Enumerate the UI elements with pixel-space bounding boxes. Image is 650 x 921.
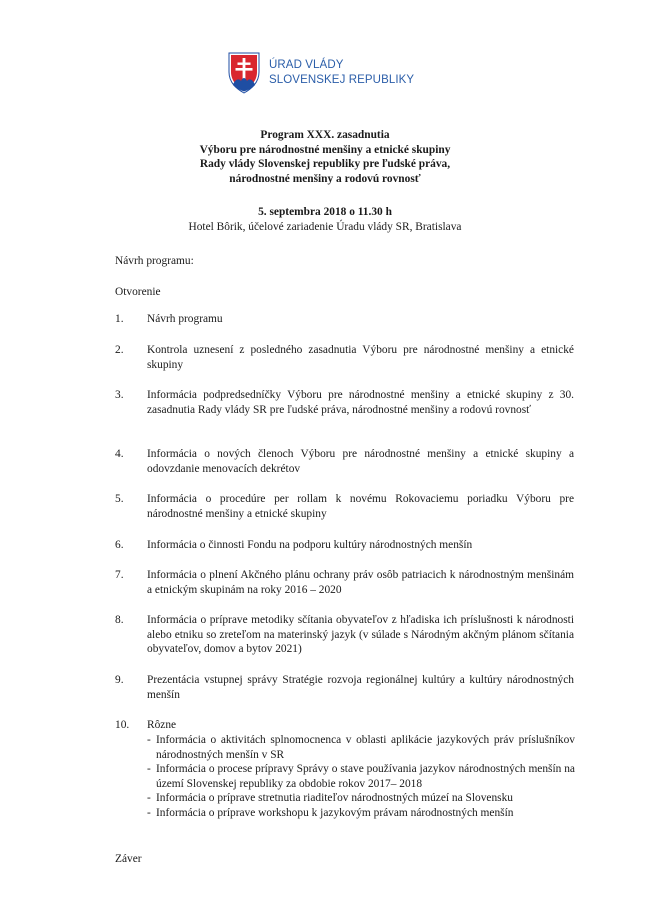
opening-label: Otvorenie: [115, 286, 161, 298]
agenda-item-number: 6.: [115, 539, 124, 551]
agenda-item-number: 9.: [115, 674, 124, 686]
meeting-venue: Hotel Bôrik, účelové zariadenie Úradu vlády SR, Bratislava: [188, 221, 462, 233]
title-line-2: Výboru pre národnostné menšiny a etnické skupiny: [199, 143, 451, 156]
title-line-3: Rady vlády Slovenskej republiky pre ľudské práva,: [199, 158, 451, 170]
proposal-label: Návrh programu:: [115, 255, 194, 267]
sub-list-item: - Informácia o príprave stretnutia riaditeľov národnostných múzeí na Slovensku: [147, 791, 575, 806]
sub-list-item: - Informácia o príprave workshopu k jazykovým právam národnostných menšín: [147, 806, 575, 821]
agenda-item-text: Prezentácia vstupnej správy Stratégie rozvoja regionálnej kultúry a kultúry národnostných menšín: [147, 674, 574, 701]
logo-line-1: ÚRAD VLÁDY: [269, 59, 344, 71]
agenda-item-text: Informácia o príprave metodiky sčítania obyvateľov z hľadiska ich príslušnosti k národnosti alebo etniku so zreteľom na materinský jazyk (v súlade s Národným akčným plánom sčítania obyvateľov, domov a bytov 2021): [147, 614, 574, 655]
various-sub-list: [147, 733, 575, 820]
agenda-item-text: Kontrola uznesení z posledného zasadnutia Výboru pre národnostné menšiny a etnické skupiny: [147, 344, 574, 371]
agenda-item-number: 2.: [115, 344, 124, 356]
agenda-item-text: Informácia o činnosti Fondu na podporu kultúry národnostných menšín: [147, 539, 473, 551]
agenda-item-text: Návrh programu: [147, 313, 223, 325]
sub-list-item: - Informácia o procese prípravy Správy o stave používania jazykov národnostných menšín na území Slovenskej republiky za obdobie rokov 2017– 2018: [147, 762, 575, 791]
agenda-item-number: 7.: [115, 569, 124, 581]
logo-line-2: SLOVENSKEJ REPUBLIKY: [269, 74, 415, 86]
title-line-4: národnostné menšiny a rodovú rovnosť: [229, 172, 421, 185]
government-office-logo: [228, 52, 414, 94]
title-line-1: Program XXX. zasadnutia: [260, 129, 390, 141]
agenda-item-text: Informácia o nových členoch Výboru pre národnostné menšiny a etnické skupiny a odovzdanie menovacích dekrétov: [147, 448, 574, 475]
document-title: [80, 128, 570, 186]
agenda-item-number: 10.: [115, 719, 130, 731]
closing-label: Záver: [115, 853, 142, 865]
slovak-coat-of-arms-icon: [228, 52, 260, 94]
sub-list-item: - Informácia o aktivitách splnomocnenca v oblasti aplikácie jazykových práv príslušníkov národnostných menšín v SR: [147, 733, 575, 762]
agenda-item-number: 4.: [115, 448, 124, 460]
agenda-item-text: Rôzne: [147, 719, 177, 731]
agenda-item-number: 5.: [115, 493, 124, 505]
agenda-item-number: 8.: [115, 614, 124, 626]
agenda-item-number: 3.: [115, 389, 124, 401]
agenda-item-text: Informácia o plnení Akčného plánu ochrany práv osôb patriacich k národnostným menšinám a etnickým skupinám na roky 2016 – 2020: [147, 569, 574, 596]
meeting-date: 5. septembra 2018 o 11.30 h: [258, 206, 392, 218]
agenda-item-text: Informácia o procedúre per rollam k novému Rokovaciemu poriadku Výboru pre národnostné menšiny a etnické skupiny: [147, 493, 574, 520]
agenda-item-number: 1.: [115, 313, 124, 325]
agenda-item-text: Informácia podpredsedníčky Výboru pre národnostné menšiny a etnické skupiny z 30. zasadnutia Rady vlády SR pre ľudské práva, národnostné menšiny a rodovú rovnosť: [147, 389, 574, 416]
